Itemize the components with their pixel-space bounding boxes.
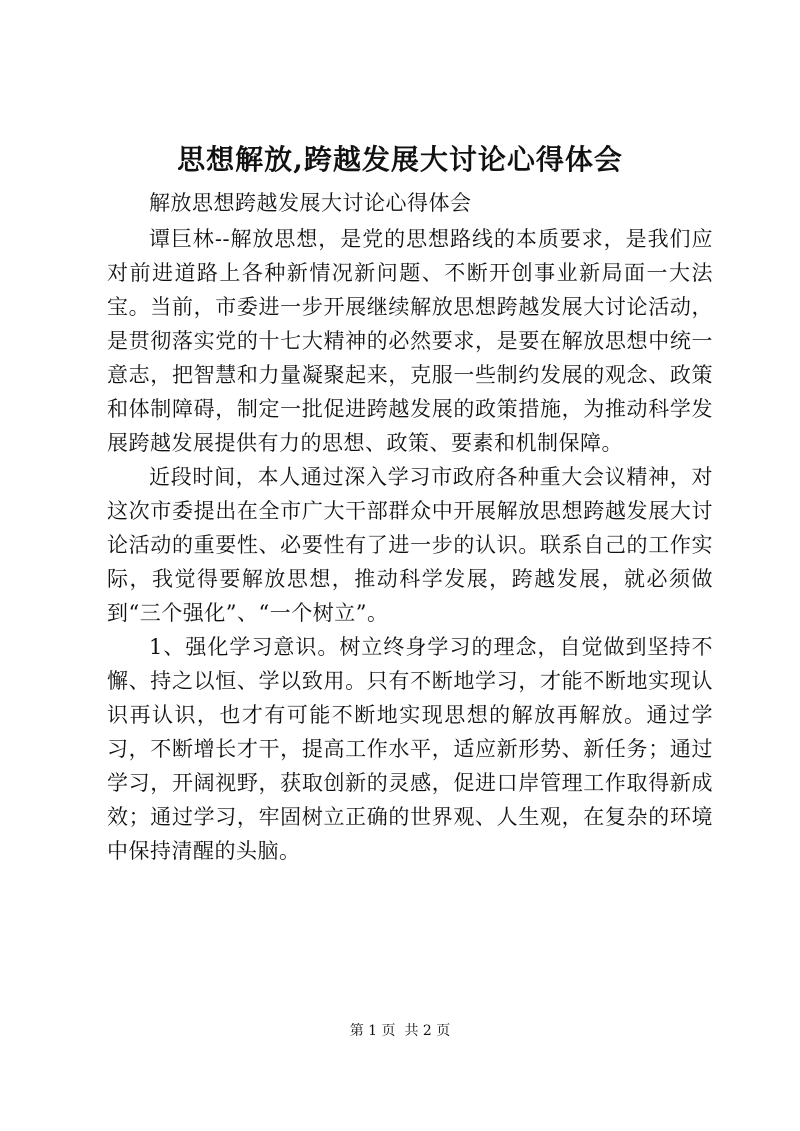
document-body — [107, 186, 713, 868]
paragraph-2: 近段时间，本人通过深入学习市政府各种重大会议精神，对这次市委提出在全市广大干部群众中开展解放思想跨越发展大讨论活动的重要性、必要性有了进一步的认识。联系自己的工作实际，我觉得要解放思想，推动科学发展，跨越发展，就必须做到“三个强化”、“一个树立”。 — [107, 465, 713, 625]
paragraph-1: 谭巨林--解放思想，是党的思想路线的本质要求，是我们应对前进道路上各种新情况新问题、不断开创事业新局面一大法宝。当前，市委进一步开展继续解放思想跨越发展大讨论活动，是贯彻落实党的十七大精神的必然要求，是要在解放思想中统一意志，把智慧和力量凝聚起来，克服一些制约发展的观念、政策和体制障碍，制定一批促进跨越发展的政策措施，为推动科学发展跨越发展提供有力的思想、政策、要素和机制保障。 — [107, 227, 713, 455]
page-number-label: 第 1 页 共 2 页 — [349, 1023, 451, 1039]
document-subtitle: 解放思想跨越发展大讨论心得体会 — [149, 191, 472, 215]
document-title: 思想解放,跨越发展大讨论心得体会 — [177, 143, 623, 176]
paragraph-3: 1、强化学习意识。树立终身学习的理念，自觉做到坚持不懈、持之以恒、学以致用。只有不断地学习，才能不断地实现认识再认识，也才有可能不断地实现思想的解放再解放。通过学习，不断增长才干，提高工作水平，适应新形势、新任务；通过学习，开阔视野，获取创新的灵感，促进口岸管理工作取得新成效；通过学习，牢固树立正确的世界观、人生观，在复杂的环境中保持清醒的头脑。 — [107, 635, 713, 863]
page-footer — [0, 1021, 800, 1041]
